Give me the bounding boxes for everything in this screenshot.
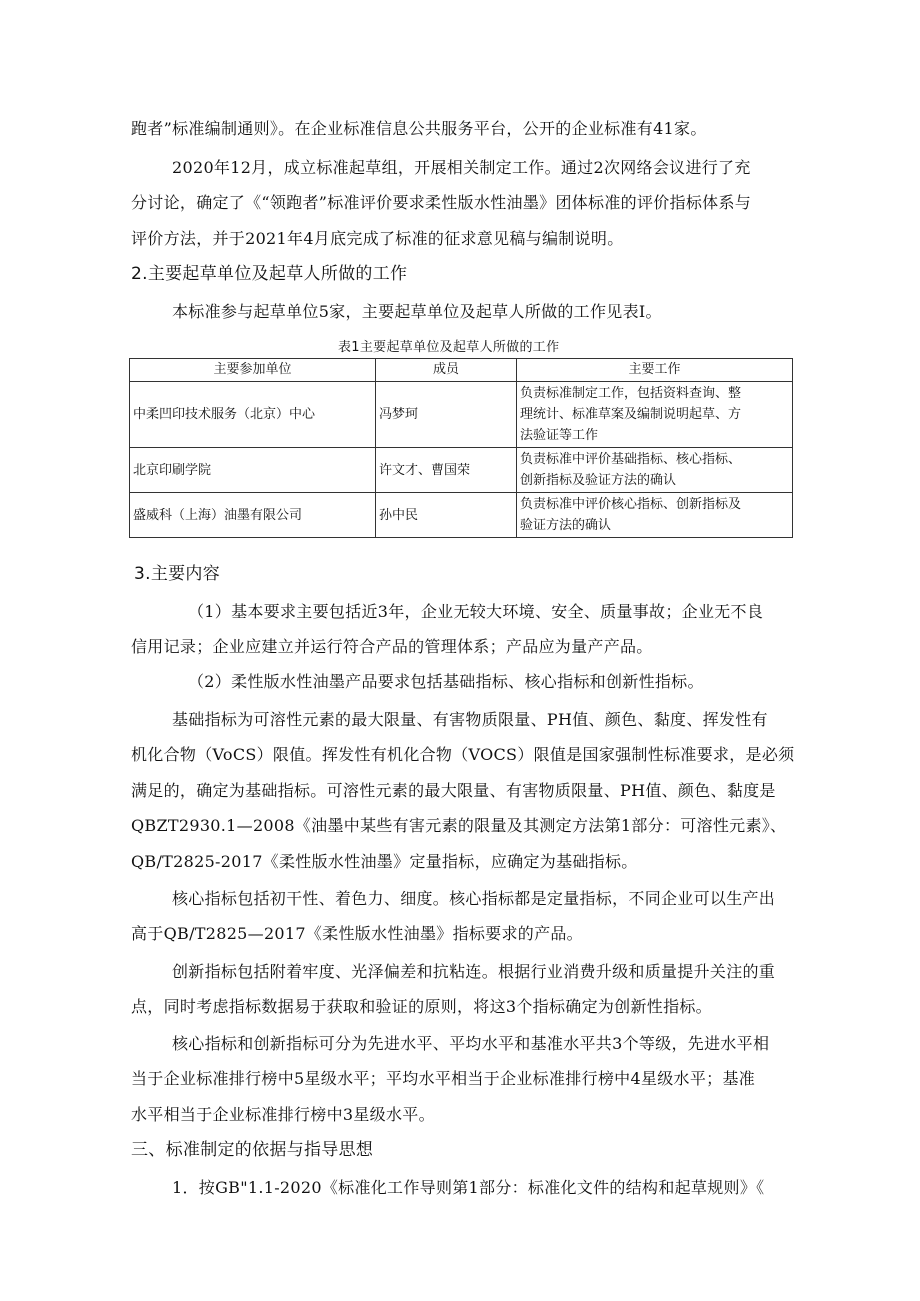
work-line: 负责标准制定工作，包括资料查询、整	[520, 386, 742, 401]
work-cell	[517, 493, 793, 538]
section-heading-3: 3.主要内容	[134, 564, 221, 584]
table-header-row	[130, 359, 793, 382]
paragraph-line: 水平相当于企业标准排行榜中3星级水平。	[131, 1105, 435, 1124]
paragraph-line: 创新指标包括附着牢度、光泽偏差和抗粘连。根据行业消费升级和质量提升关注的重	[172, 962, 776, 981]
header-members: 成员	[376, 359, 517, 382]
paragraph-line: 信用记录；企业应建立并运行符合产品的管理体系；产品应为量产产品。	[131, 637, 653, 656]
header-unit: 主要参加单位	[130, 359, 376, 382]
table-row	[130, 448, 793, 493]
paragraph-line: 满足的，确定为基础指标。可溶性元素的最大限量、有害物质限量、PH值、颜色、黏度是	[131, 781, 776, 800]
table-row	[130, 382, 793, 448]
table-caption: 表1主要起草单位及起草人所做的工作	[338, 340, 560, 355]
section-heading-2: 2.主要起草单位及起草人所做的工作	[131, 264, 408, 284]
work-line: 验证方法的确认	[520, 518, 612, 533]
work-cell	[517, 448, 793, 493]
members-cell: 孙中民	[376, 493, 517, 538]
work-line: 负责标准中评价基础指标、核心指标、	[520, 452, 742, 467]
paragraph-line: 本标准参与起草单位5家，主要起草单位及起草人所做的工作见表I。	[172, 302, 662, 321]
paragraph-line: QB/T2825-2017《柔性版水性油墨》定量指标，应确定为基础指标。	[131, 852, 638, 871]
work-cell	[517, 382, 793, 448]
paragraph-line: （2）柔性版水性油墨产品要求包括基础指标、核心指标和创新性指标。	[188, 672, 704, 691]
paragraph-line: （1）基本要求主要包括近3年，企业无较大环境、安全、质量事故；企业无不良	[188, 602, 764, 621]
unit-cell: 北京印刷学院	[130, 448, 376, 493]
paragraph-line: 高于QB/T2825—2017《柔性版水性油墨》指标要求的产品。	[131, 924, 583, 943]
paragraph-line: 跑者”标准编制通则》。在企业标准信息公共服务平台，公开的企业标准有41家。	[131, 119, 707, 138]
drafters-table	[129, 358, 793, 538]
work-line: 法验证等工作	[520, 428, 599, 443]
paragraph-line: 1．按GB"1.1-2020《标准化工作导则第1部分：标准化文件的结构和起草规则》《	[172, 1178, 765, 1197]
members-cell: 许文才、曹国荣	[376, 448, 517, 493]
paragraph-line: 评价方法，并于2021年4月底完成了标准的征求意见稿与编制说明。	[131, 229, 624, 248]
paragraph-line: 当于企业标准排行榜中5星级水平；平均水平相当于企业标准排行榜中4星级水平；基准	[131, 1069, 756, 1088]
section-heading-three: 三、标准制定的依据与指导思想	[131, 1140, 374, 1160]
paragraph-line: 2020年12月，成立标准起草组，开展相关制定工作。通过2次网络会议进行了充	[172, 158, 751, 177]
paragraph-line: 基础指标为可溶性元素的最大限量、有害物质限量、PH值、颜色、黏度、挥发性有	[172, 710, 768, 729]
work-line: 创新指标及验证方法的确认	[520, 473, 677, 488]
work-line: 理统计、标准草案及编制说明起草、方	[520, 407, 742, 422]
unit-cell: 盛威科（上海）油墨有限公司	[130, 493, 376, 538]
unit-cell: 中柔凹印技术服务（北京）中心	[130, 382, 376, 448]
members-cell: 冯梦珂	[376, 382, 517, 448]
paragraph-line: 核心指标包括初干性、着色力、细度。核心指标都是定量指标，不同企业可以生产出	[172, 889, 776, 908]
paragraph-line: 点，同时考虑指标数据易于获取和验证的原则，将这3个指标确定为创新性指标。	[131, 997, 712, 1016]
paragraph-line: 机化合物（VoCS）限值。挥发性有机化合物（VOCS）限值是国家强制性标准要求，是必须	[131, 745, 795, 764]
paragraph-line: 分讨论，确定了《“领跑者”标准评价要求柔性版水性油墨》团体标准的评价指标体系与	[131, 193, 752, 212]
work-line: 负责标准中评价核心指标、创新指标及	[520, 497, 742, 512]
table-row	[130, 493, 793, 538]
paragraph-line: 核心指标和创新指标可分为先进水平、平均水平和基准水平共3个等级，先进水平相	[172, 1034, 770, 1053]
paragraph-line: QBZT2930.1—2008《油墨中某些有害元素的限量及其测定方法第1部分：可溶性元素》、	[131, 816, 787, 835]
header-work: 主要工作	[517, 359, 793, 382]
